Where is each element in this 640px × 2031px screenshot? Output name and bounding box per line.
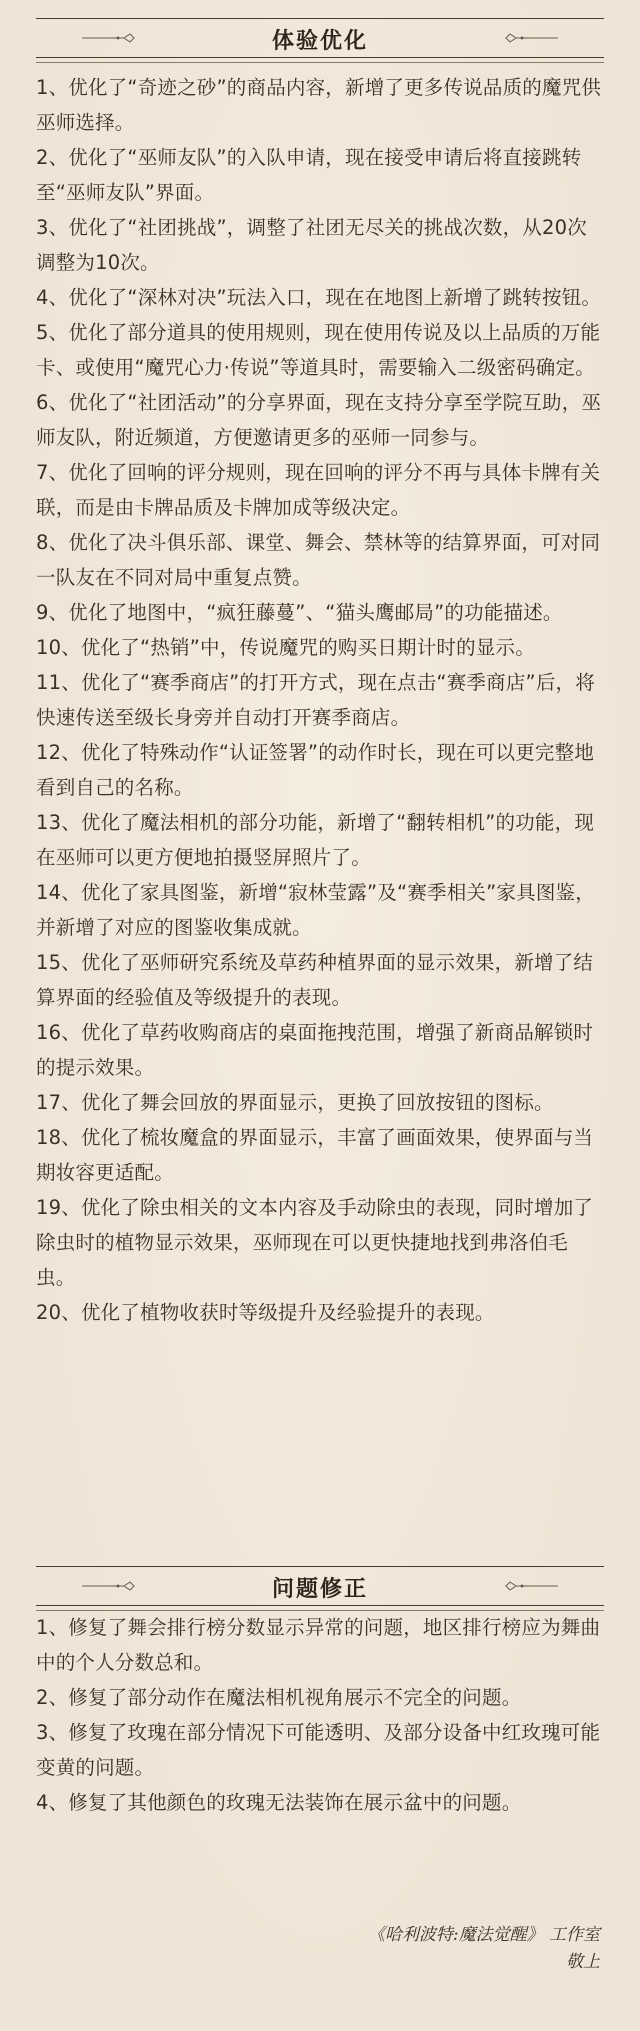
list-item: 15、优化了巫师研究系统及草药种植界面的显示效果，新增了结算界面的经验值及等级提升的表现。 bbox=[36, 951, 594, 1009]
fix-section-title: 问题修正 bbox=[271, 1576, 368, 1602]
list-item: 9、优化了地图中，“疯狂藤蔓”、“猫头鹰邮局”的功能描述。 bbox=[36, 601, 563, 624]
signature bbox=[368, 1922, 600, 1976]
list-item: 1、修复了舞会排行榜分数显示异常的问题，地区排行榜应为舞曲中的个人分数总和。 bbox=[36, 1616, 601, 1674]
optimization-list bbox=[36, 70, 606, 1330]
header-rule-bottom bbox=[36, 1605, 604, 1606]
header-rule-top bbox=[36, 18, 604, 19]
list-item: 4、修复了其他颜色的玫瑰无法装饰在展示盆中的问题。 bbox=[36, 1791, 522, 1814]
list-item: 20、优化了植物收获时等级提升及经验提升的表现。 bbox=[36, 1301, 495, 1324]
list-item: 6、优化了“社团活动”的分享界面，现在支持分享至学院互助，巫师友队，附近频道，方便邀请更多的巫师一同参与。 bbox=[36, 391, 602, 449]
list-item: 18、优化了梳妆魔盒的界面显示，丰富了画面效果，使界面与当期妆容更适配。 bbox=[36, 1126, 594, 1184]
signature-closing: 敬上 bbox=[566, 1952, 600, 1972]
right-ornament-icon bbox=[504, 32, 560, 44]
list-item: 16、优化了草药收购商店的桌面拖拽范围，增强了新商品解锁时的提示效果。 bbox=[36, 1021, 594, 1079]
header-rule-top bbox=[36, 1566, 604, 1567]
right-ornament-icon bbox=[504, 1580, 560, 1592]
list-item: 14、优化了家具图鉴，新增“寂林莹露”及“赛季相关”家具图鉴，并新增了对应的图鉴收集成就。 bbox=[36, 881, 595, 939]
list-item: 3、优化了“社团挑战”，调整了社团无尽关的挑战次数，从20次调整为10次。 bbox=[36, 216, 587, 274]
list-item: 1、优化了“奇迹之砂”的商品内容，新增了更多传说品质的魔咒供巫师选择。 bbox=[36, 76, 602, 134]
list-item: 8、优化了决斗俱乐部、课堂、舞会、禁林等的结算界面，可对同一队友在不同对局中重复点赞。 bbox=[36, 531, 601, 589]
list-item: 3、修复了玫瑰在部分情况下可能透明、及部分设备中红玫瑰可能变黄的问题。 bbox=[36, 1721, 601, 1779]
list-item: 7、优化了回响的评分规则，现在回响的评分不再与具体卡牌有关联，而是由卡牌品质及卡牌加成等级决定。 bbox=[36, 461, 601, 519]
list-item: 19、优化了除虫相关的文本内容及手动除虫的表现，同时增加了除虫时的植物显示效果，巫师现在可以更快捷地找到弗洛伯毛虫。 bbox=[36, 1196, 594, 1289]
list-item: 11、优化了“赛季商店”的打开方式，现在点击“赛季商店”后，将快速传送至级长身旁并自动打开赛季商店。 bbox=[36, 671, 595, 729]
optimization-section-header bbox=[36, 18, 604, 58]
list-item: 2、优化了“巫师友队”的入队申请，现在接受申请后将直接跳转至“巫师友队”界面。 bbox=[36, 146, 582, 204]
header-rule-bottom bbox=[36, 57, 604, 58]
list-item: 10、优化了“热销”中，传说魔咒的购买日期计时的显示。 bbox=[36, 636, 535, 659]
fix-list bbox=[36, 1610, 606, 1820]
list-item: 12、优化了特殊动作“认证签署”的动作时长，现在可以更完整地看到自己的名称。 bbox=[36, 741, 595, 799]
list-item: 2、修复了部分动作在魔法相机视角展示不完全的问题。 bbox=[36, 1686, 522, 1709]
header-rule-bottom-thin bbox=[36, 62, 604, 63]
optimization-section-title: 体验优化 bbox=[271, 28, 368, 54]
signature-studio: 《哈利波特:魔法觉醒》 工作室 bbox=[367, 1925, 600, 1945]
list-item: 13、优化了魔法相机的部分功能，新增了“翻转相机”的功能，现在巫师可以更方便地拍摄竖屏照片了。 bbox=[36, 811, 595, 869]
list-item: 4、优化了“深林对决”玩法入口，现在在地图上新增了跳转按钮。 bbox=[36, 286, 602, 309]
list-item: 5、优化了部分道具的使用规则，现在使用传说及以上品质的万能卡、或使用“魔咒心力·传说”等道具时，需要输入二级密码确定。 bbox=[36, 321, 601, 379]
list-item: 17、优化了舞会回放的界面显示，更换了回放按钮的图标。 bbox=[36, 1091, 554, 1114]
fix-section-header bbox=[36, 1566, 604, 1606]
